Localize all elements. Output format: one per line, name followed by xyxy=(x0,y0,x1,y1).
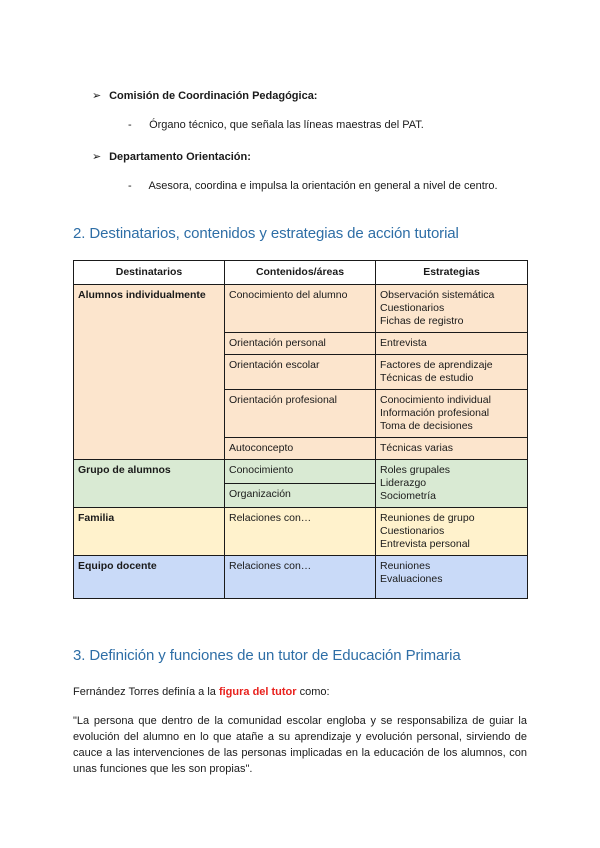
strategy-item: Información profesional xyxy=(380,407,490,419)
strategies-cell xyxy=(376,438,528,460)
content-cell: Conocimiento xyxy=(225,460,376,484)
strategy-item: Entrevista personal xyxy=(380,538,470,550)
content-cell: Conocimiento del alumno xyxy=(225,285,376,333)
strategy-item: Entrevista xyxy=(380,337,427,349)
content-cell: Autoconcepto xyxy=(225,438,376,460)
column-header: Estrategias xyxy=(376,261,528,285)
highlighted-term: figura del tutor xyxy=(218,686,297,698)
dash-bullet-icon: - xyxy=(128,180,132,192)
strategy-item: Sociometría xyxy=(380,490,437,502)
table-row xyxy=(74,285,528,333)
bullet-heading xyxy=(92,89,317,102)
strategies-cell xyxy=(376,390,528,438)
strategy-item: Técnicas de estudio xyxy=(380,372,474,384)
strategy-item: Reuniones de grupo xyxy=(380,512,475,524)
arrow-bullet-icon: ➢ xyxy=(92,151,102,163)
bullet-title: Comisión de Coordinación Pedagógica: xyxy=(109,90,318,102)
strategies-cell xyxy=(376,355,528,390)
strategy-item: Evaluaciones xyxy=(380,573,443,585)
strategy-item: Técnicas varias xyxy=(380,442,453,454)
table-header-row xyxy=(74,261,528,285)
table-row xyxy=(74,556,528,599)
content-cell: Orientación profesional xyxy=(225,390,376,438)
tutorial-table xyxy=(73,260,528,599)
table-row xyxy=(74,508,528,556)
content-cell: Relaciones con… xyxy=(225,556,376,599)
content-cell: Organización xyxy=(225,484,376,508)
strategy-item: Reuniones xyxy=(380,560,431,572)
intro-text: como: xyxy=(296,686,330,698)
strategies-cell xyxy=(376,556,528,599)
strategies-cell xyxy=(376,460,528,508)
bullet-subitem-text: Asesora, coordina e impulsa la orientación en general a nivel de centro. xyxy=(148,180,498,192)
bullet-title: Departamento Orientación: xyxy=(109,151,251,163)
bullet-subitem xyxy=(128,119,424,131)
recipient-cell: Familia xyxy=(74,508,225,556)
strategy-item: Liderazgo xyxy=(380,477,427,489)
dash-bullet-icon: - xyxy=(128,119,132,131)
strategy-item: Cuestionarios xyxy=(380,525,445,537)
intro-text: Fernández Torres definía a la xyxy=(73,686,219,698)
recipient-cell: Alumnos individualmente xyxy=(74,285,225,460)
content-cell: Relaciones con… xyxy=(225,508,376,556)
strategy-item: Roles grupales xyxy=(380,464,451,476)
strategy-item: Observación sistemática xyxy=(380,289,495,301)
column-header: Destinatarios xyxy=(74,261,225,285)
section-heading: 3. Definición y funciones de un tutor de Educación Primaria xyxy=(73,647,461,664)
strategy-item: Factores de aprendizaje xyxy=(380,359,493,371)
strategy-item: Cuestionarios xyxy=(380,302,445,314)
bullet-subitem-text: Órgano técnico, que señala las líneas maestras del PAT. xyxy=(149,119,424,131)
content-cell: Orientación escolar xyxy=(225,355,376,390)
strategy-item: Fichas de registro xyxy=(380,315,464,327)
strategies-cell xyxy=(376,285,528,333)
intro-paragraph xyxy=(73,684,527,700)
quote-paragraph: "La persona que dentro de la comunidad escolar engloba y se responsabiliza de guiar la evolución del alumno en lo que atañe a su aprendizaje y evolución personal, sirviendo de cauce a las intervenciones de las personas implicadas en la educación de los alumnos, con unas funciones que les son propias". xyxy=(73,715,527,775)
strategies-cell xyxy=(376,508,528,556)
recipient-cell: Equipo docente xyxy=(74,556,225,599)
section-heading: 2. Destinatarios, contenidos y estrategias de acción tutorial xyxy=(73,225,459,242)
arrow-bullet-icon: ➢ xyxy=(92,90,102,102)
bullet-heading xyxy=(92,150,251,163)
strategy-item: Conocimiento individual xyxy=(380,394,491,406)
strategy-item: Toma de decisiones xyxy=(380,420,473,432)
table-row xyxy=(74,460,528,484)
column-header: Contenidos/áreas xyxy=(225,261,376,285)
bullet-subitem xyxy=(128,180,498,192)
recipient-cell: Grupo de alumnos xyxy=(74,460,225,508)
content-cell: Orientación personal xyxy=(225,333,376,355)
strategies-cell xyxy=(376,333,528,355)
